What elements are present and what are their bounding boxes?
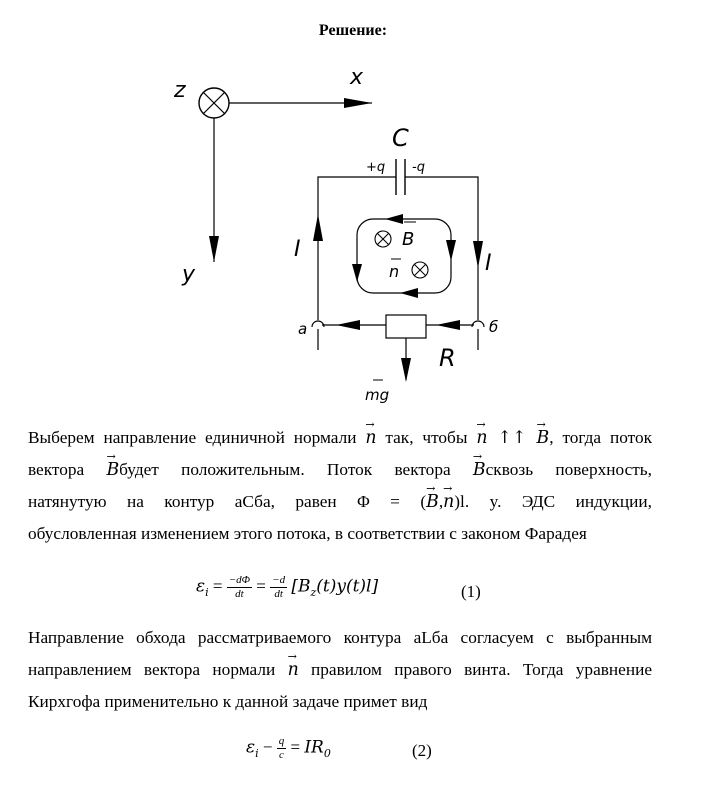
- eq1-den1: dt: [235, 588, 244, 600]
- eq2-num: q: [278, 735, 285, 747]
- loop-arrow-top: [385, 214, 403, 224]
- gravity-label: mg: [365, 386, 390, 404]
- vector-n: → n: [476, 422, 487, 454]
- y-axis-arrow: [209, 236, 219, 262]
- loop-arrow-left: [352, 264, 362, 282]
- x-axis-arrow: [344, 98, 372, 108]
- vector-B: → B: [106, 454, 119, 486]
- minus-q-label: -q: [412, 160, 425, 175]
- loop-arrow-bottom: [400, 288, 418, 298]
- eq1-equals: =: [212, 576, 223, 596]
- vector-B: → B: [426, 486, 439, 518]
- capacitor-label: C: [392, 124, 409, 152]
- eq2-equals: =: [286, 737, 305, 757]
- current-arrow-right: [473, 241, 483, 268]
- p2-text: Кирхгофа применительно к данной задаче примет вид: [28, 692, 428, 711]
- field-into-page-icon: [375, 231, 391, 247]
- eq1-num2: −d: [272, 574, 286, 586]
- eq2-fraction: [277, 735, 287, 762]
- vector-n: → n: [443, 486, 454, 518]
- equation-2: [246, 735, 331, 762]
- eq1-equals: =: [256, 576, 266, 596]
- axis-z-label: z: [174, 78, 186, 103]
- vector-B: → B: [473, 454, 486, 486]
- p1-text: сквозь поверхность,: [485, 460, 652, 479]
- vector-n: → n: [288, 654, 299, 686]
- p1-text: так, чтобы: [376, 428, 477, 447]
- eq1-fraction-2: [270, 574, 287, 601]
- point-b-label: б: [489, 318, 499, 336]
- normal-into-page-icon: [412, 262, 428, 278]
- equation-1-number: (1): [461, 582, 481, 601]
- equation-1: [196, 574, 378, 601]
- eq1-subscript: z: [310, 585, 317, 599]
- p1-text: обусловленная изменением этого потока, в соответствии с законом Фарадея: [28, 524, 587, 543]
- equation-2-number: (2): [412, 741, 432, 760]
- eq2-minus: −: [258, 737, 277, 757]
- current-left-label: I: [294, 237, 301, 262]
- current-arrow-left: [313, 214, 323, 241]
- eq1-den2: dt: [274, 588, 283, 600]
- axis-origin-cross-icon: [199, 88, 229, 118]
- resistor-label: R: [439, 344, 456, 372]
- p1-text: Выберем направление единичной нормали: [28, 428, 366, 447]
- p1-text: , тогда поток: [549, 428, 652, 447]
- axis-x-label: x: [350, 65, 364, 90]
- p2-text: направлением вектора нормали: [28, 660, 288, 679]
- eq1-subscript: i: [205, 585, 209, 599]
- eq1-fraction-1: [227, 574, 252, 601]
- rod-arrow-left: [336, 320, 360, 330]
- resistor-rod: [386, 315, 426, 338]
- gravity-arrow: [401, 358, 411, 382]
- axis-y-label: y: [182, 262, 196, 287]
- eq1-body: (t)y(t)l]: [316, 576, 379, 597]
- p1-text: )l. y. ЭДС индукции,: [454, 492, 652, 511]
- eq2-subscript: 0: [323, 746, 331, 760]
- point-a-label: a: [298, 320, 308, 338]
- p2-text: Направление обхода рассматриваемого контура аLба согласуем с выбранным: [28, 628, 652, 647]
- eq2-den: c: [279, 749, 284, 761]
- codirectional-symbol: ↑↑: [487, 428, 537, 448]
- rod-arrow-right: [436, 320, 460, 330]
- paragraph-1: [28, 422, 652, 550]
- loop-arrow-right: [446, 240, 456, 261]
- p1-text: вектора: [28, 460, 107, 479]
- plus-q-label: +q: [366, 160, 386, 175]
- normal-n-label: n: [389, 262, 400, 281]
- field-B-label: B: [402, 229, 415, 250]
- current-right-label: I: [485, 251, 492, 276]
- eq2-rhs: IR: [304, 737, 324, 758]
- vector-n: → n: [365, 422, 376, 454]
- emf-symbol: ε: [196, 576, 206, 597]
- eq2-subscript: i: [255, 746, 259, 760]
- solution-title: Решение:: [318, 22, 388, 39]
- p2-text: правилом правого винта. Тогда уравнение: [298, 660, 652, 679]
- vector-B: → B: [537, 422, 550, 454]
- eq1-num1: −dΦ: [228, 574, 251, 586]
- p1-text: будет положительным. Поток вектора: [119, 460, 473, 479]
- emf-symbol: ε: [246, 737, 256, 758]
- eq1-body: [B: [291, 576, 311, 597]
- p1-text: натянутую на контур аСба, равен Φ = (: [28, 492, 427, 511]
- p1-text: ,: [438, 492, 444, 511]
- paragraph-2: [28, 622, 652, 718]
